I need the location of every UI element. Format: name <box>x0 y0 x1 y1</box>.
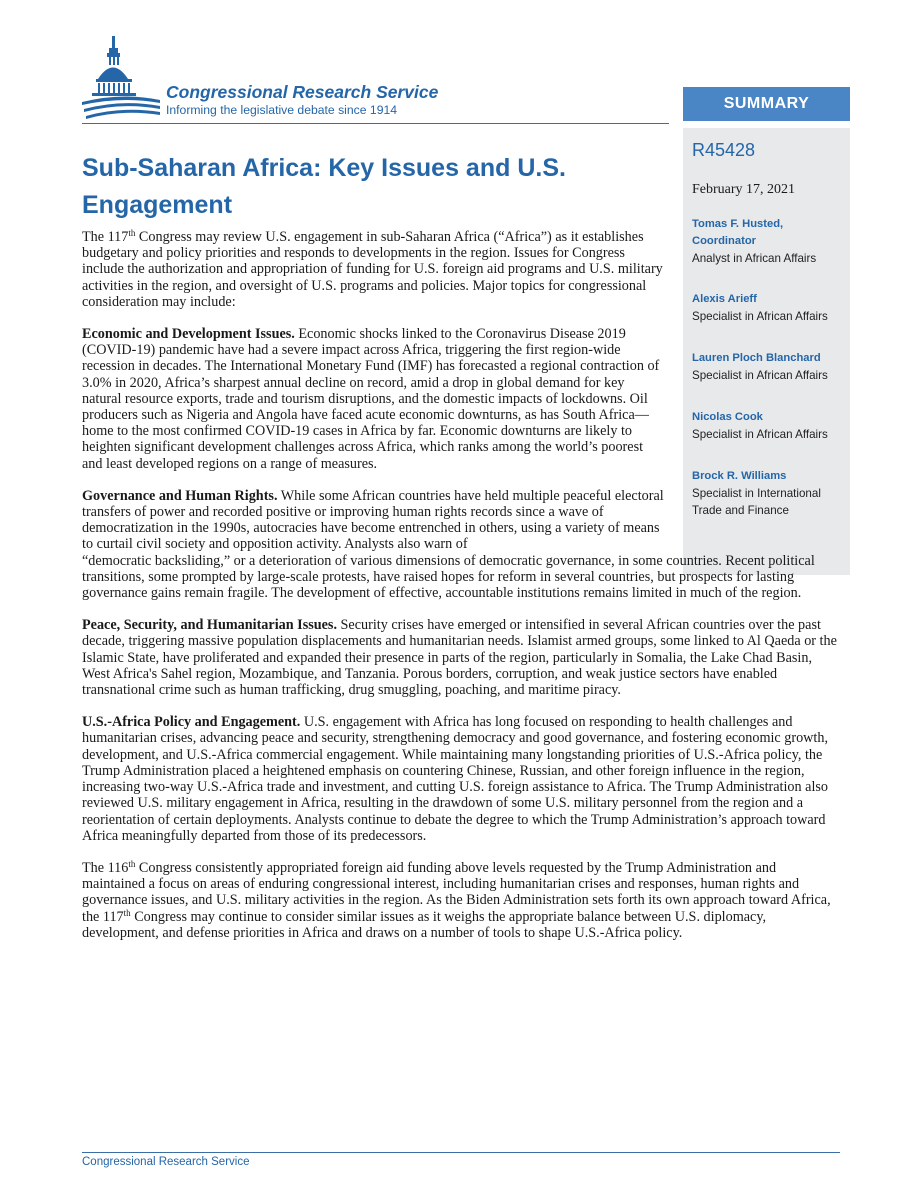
author-role: Specialist in African Affairs <box>692 428 828 441</box>
header-divider <box>82 123 669 124</box>
org-name: Congressional Research Service <box>166 82 439 102</box>
section-governance: Governance and Human Rights. While some African countries have held multiple peaceful electoral transfers of power and recorded positive or improving human rights records since a wave of democratization in the 1990s, autocracies have become entrenched in others, using a variety of means to curtail civil society and opposition activity. Analysts also warn of “democratic backsliding,” or a deterioration of various dimensions of democratic governance, in some countries. Recent political transitions, some prompted by large-scale protests, have raised hopes for reform in several countries, but prospects for lasting governance gains remain fragile. The development of effective, accountable institutions remains limited in much of the region. <box>82 487 815 602</box>
author-role: Specialist in African Affairs <box>692 310 828 323</box>
author-title[interactable]: Coordinator <box>692 235 757 247</box>
author-role: Analyst in African Affairs <box>692 252 817 265</box>
author-name[interactable]: Nicolas Cook <box>692 411 763 423</box>
report-number: R45428 <box>692 140 756 160</box>
author-name[interactable]: Brock R. Williams <box>692 470 787 482</box>
author-name[interactable]: Alexis Arieff <box>692 293 757 305</box>
section-policy: U.S.-Africa Policy and Engagement. U.S. engagement with Africa has long focused on responding to health challenges and humanitarian crises, advancing peace and security, strengthening democracy and good governance, and fostering economic growth, development, and U.S.-Africa commercial engagement. While maintaining many longstanding priorities of U.S.-Africa policy, the Trump Administration placed a heightened emphasis on countering Chinese, Russian, and other foreign influence in the region, increasing two-way U.S.-Africa trade and investment, and cutting U.S. foreign assistance to Africa. The Trump Administration also reviewed U.S. military engagement in Africa, resulting in the drawdown of some U.S. military personnel from the region and a reorientation of certain deployments. Analysts continue to debate the degree to which the Trump Administration’s approach toward Africa meaningfully departed from those of its predecessors. <box>82 714 829 844</box>
section-security: Peace, Security, and Humanitarian Issues. Security crises have emerged or intensified in several African countries over the past decade, triggering massive population displacements and humanitarian needs. Islamist armed groups, some linked to Al Qaeda or the Islamic State, have proliferated and expanded their presence in parts of the region, particularly in Somalia, the Lake Chad Basin, West Africa's Sahel region, Mozambique, and Tanzania. Porous borders, corruption, and weak justice sectors have enabled transnational crime such as human trafficking, drug smuggling, poaching, and maritime piracy. <box>82 617 837 699</box>
summary-body <box>82 229 840 957</box>
footer-divider <box>82 1152 840 1153</box>
footer-text: Congressional Research Service <box>82 1156 250 1168</box>
author-role: Specialist in African Affairs <box>692 369 828 382</box>
author-role: Specialist in International Trade and Finance <box>692 487 821 517</box>
crs-logo <box>82 34 482 124</box>
intro-paragraph: The 117th Congress may review U.S. engagement in sub-Saharan Africa (“Africa”) as it establishes budgetary and policy priorities and responds to developments in the region. Issues for Congress include the authorization and appropriation of funding for U.S. foreign aid programs and U.S. military activities in the region, and oversight of U.S. programs and policies. Major topics for congressional consideration may include: <box>82 228 663 310</box>
org-tagline: Informing the legislative debate since 1914 <box>166 103 398 117</box>
section-economic: Economic and Development Issues. Economic shocks linked to the Coronavirus Disease 2019 (COVID-19) pandemic have had a severe impact across Africa, triggering the first region-wide recession in decades. The International Monetary Fund (IMF) has forecasted a regional contraction of 3.0% in 2020, Africa’s sharpest annual decline on record, amid a drop in global demand for key natural resource exports, trade and tourism disruptions, and the domestic impacts of lockdowns. Oil producers such as Nigeria and Angola have faced acute economic downturns, as has South Africa—home to the most confirmed COVID-19 cases in Africa by far. Economic downturns are likely to heighten significant development challenges across Africa, which ranks among the world’s poorest and least developed regions on a range of measures. <box>82 326 660 472</box>
report-title: Sub-Saharan Africa: Key Issues and U.S. Engagement <box>82 154 566 219</box>
capitol-dome-icon <box>82 34 162 124</box>
summary-label: SUMMARY <box>683 87 850 121</box>
report-date: February 17, 2021 <box>692 182 796 197</box>
author-name[interactable]: Tomas F. Husted, <box>692 218 784 230</box>
closing-paragraph: The 116th Congress consistently appropriated foreign aid funding above levels requested by the Trump Administration and maintained a focus on areas of enduring congressional interest, including humanitarian crises and responses, human rights and governance issues, and U.S. military activities in the region. As the Biden Administration sets forth its own approach toward Africa, the 117th Congress may continue to consider similar issues as it weighs the appropriate balance between U.S. diplomacy, development, and defense priorities in Africa and draws on a number of tools to shape U.S.-Africa policy. <box>82 858 831 941</box>
author-name[interactable]: Lauren Ploch Blanchard <box>692 352 821 364</box>
